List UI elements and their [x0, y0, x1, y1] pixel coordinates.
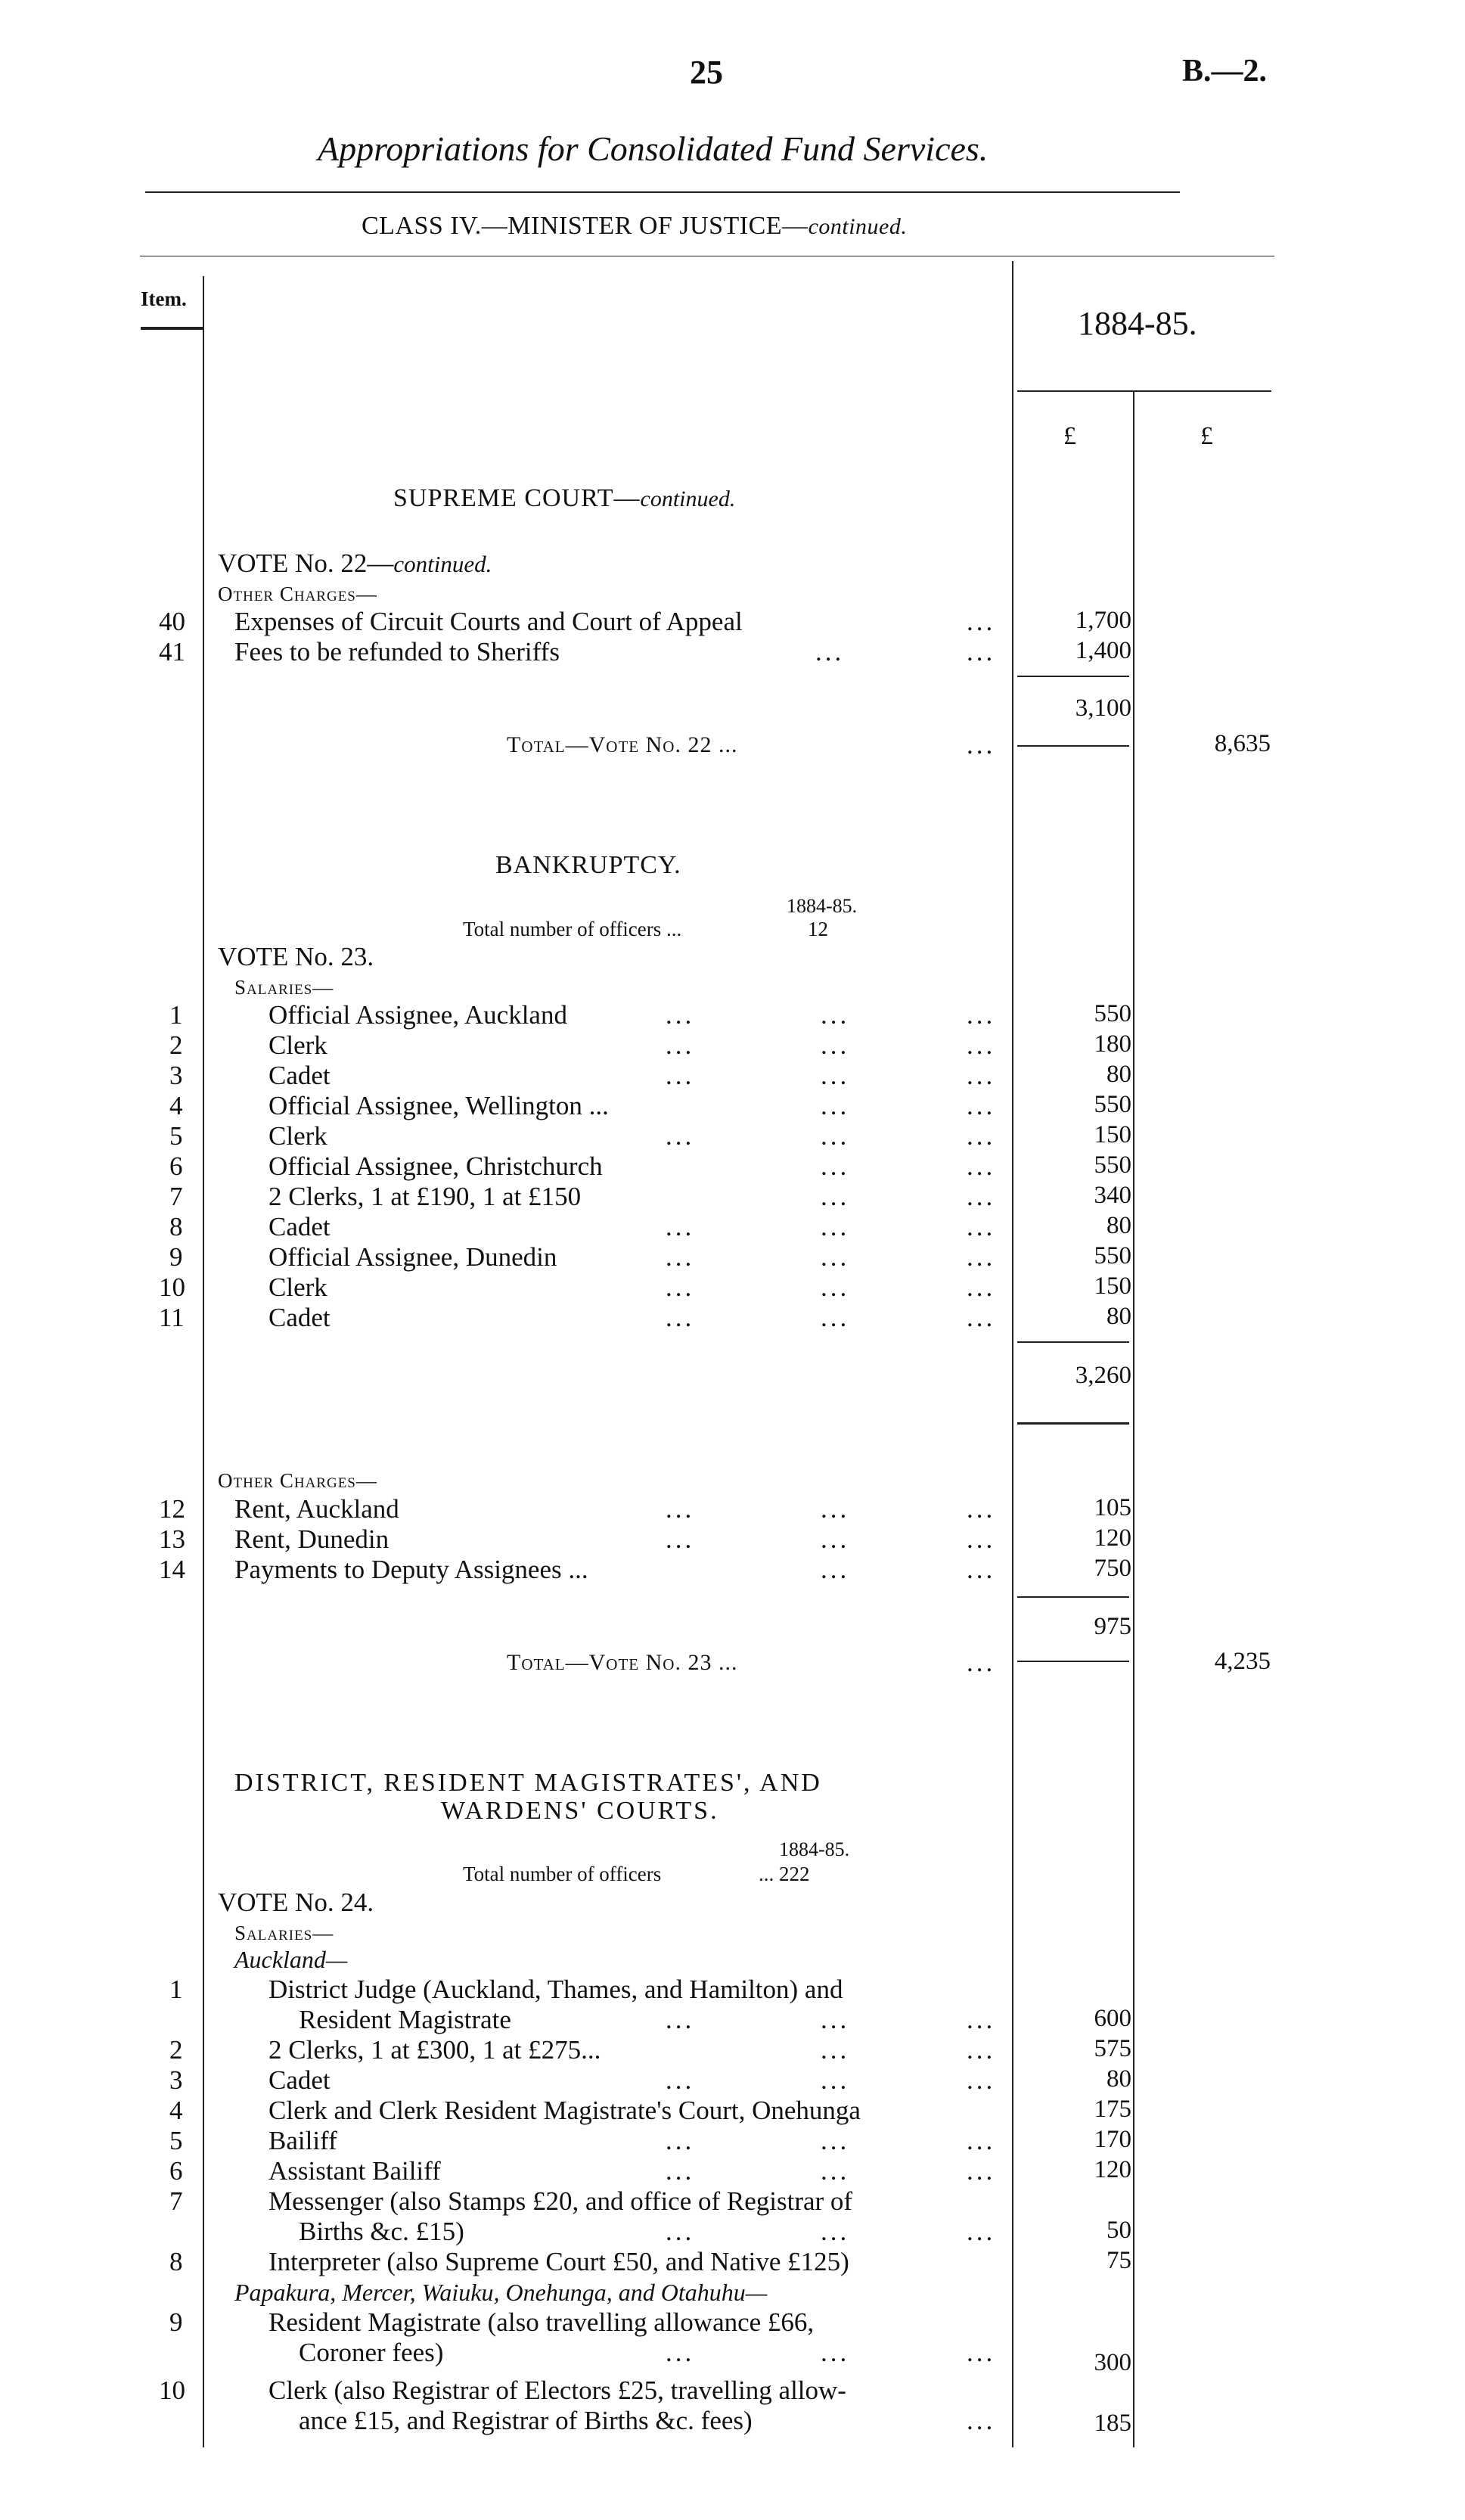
vote-22-total: 8,635 [1214, 730, 1271, 757]
currency-header-2: £ [1200, 422, 1213, 450]
line-item-label: Rent, Dunedin [234, 1524, 390, 1554]
vote-24-heading: VOTE No. 24. [218, 1888, 374, 1917]
line-item-label: Resident Magistrate (also travelling allowance £66, [268, 2307, 815, 2337]
line-item-label-continued: Births &c. £15) [299, 2217, 464, 2246]
officers-count: 12 [808, 918, 828, 940]
line-item-amount: 600 [1094, 2005, 1131, 2032]
line-item-amount: 80 [1107, 1303, 1131, 1330]
line-item-amount: 185 [1094, 2410, 1131, 2437]
item-number: 8 [169, 2247, 183, 2276]
line-item-amount: 1,700 [1075, 607, 1131, 634]
vote-22-total-label: Total—Vote No. 22 ... [507, 732, 738, 757]
item-number: 7 [169, 1182, 183, 1211]
subtotal-rule [1017, 1596, 1129, 1598]
line-item-amount: 340 [1094, 1182, 1131, 1209]
page-number: 25 [690, 54, 723, 91]
other-charges-heading: Other Charges— [218, 1469, 377, 1492]
item-number: 7 [169, 2186, 183, 2216]
total-rule [1017, 745, 1129, 747]
officers-count: ... 222 [759, 1863, 810, 1885]
other-charges-heading: Other Charges— [218, 583, 377, 605]
region-heading: Auckland— [234, 1946, 348, 1973]
item-number: 3 [169, 2065, 183, 2095]
officers-label: Total number of officers ... [463, 918, 682, 940]
line-item-label: Cadet [268, 2065, 331, 2095]
subtotal-rule [1017, 676, 1129, 677]
title-rule [145, 191, 1180, 193]
total-rule [1017, 1661, 1129, 1662]
line-item-amount: 1,400 [1075, 637, 1131, 664]
line-item-amount: 150 [1094, 1272, 1131, 1300]
line-item-amount: 575 [1094, 2035, 1131, 2062]
item-number: 4 [169, 1091, 183, 1120]
item-number: 41 [159, 637, 185, 667]
line-item-amount: 75 [1107, 2247, 1131, 2274]
line-item-label: Official Assignee, Wellington ... [268, 1091, 609, 1120]
line-item-label: District Judge (Auckland, Thames, and Hamilton) and [268, 1975, 843, 2004]
district-courts-heading: DISTRICT, RESIDENT MAGISTRATES', AND [234, 1769, 822, 1797]
item-column-header: Item. [141, 287, 187, 310]
item-number: 8 [169, 1212, 183, 1241]
line-item-amount: 180 [1094, 1030, 1131, 1058]
officers-year: 1884-85. [787, 895, 858, 917]
item-number: 13 [159, 1524, 185, 1554]
line-item-label: Interpreter (also Supreme Court £50, and Native £125) [268, 2247, 849, 2276]
line-item-amount: 550 [1094, 1000, 1131, 1027]
salaries-heading: Salaries— [234, 976, 334, 999]
item-number: 2 [169, 1030, 183, 1060]
line-item-label: Assistant Bailiff [268, 2156, 441, 2186]
vote-23-heading: VOTE No. 23. [218, 942, 374, 971]
item-number: 11 [159, 1303, 185, 1332]
line-item-label: Cadet [268, 1303, 331, 1332]
line-item-amount: 120 [1094, 1524, 1131, 1552]
bankruptcy-heading: BANKRUPTCY. [495, 851, 681, 879]
line-item-label: Clerk [268, 1121, 327, 1151]
line-item-label: Clerk (also Registrar of Electors £25, travelling allow- [268, 2376, 846, 2405]
line-item-amount: 80 [1107, 1061, 1131, 1088]
line-item-amount: 300 [1094, 2349, 1131, 2376]
line-item-label: Messenger (also Stamps £20, and office of Registrar of [268, 2186, 853, 2216]
vote-22-heading: VOTE No. 22—continued. [218, 548, 492, 578]
salaries-heading: Salaries— [234, 1922, 334, 1944]
item-number: 5 [169, 1121, 183, 1151]
line-item-amount: 105 [1094, 1494, 1131, 1521]
item-number: 1 [169, 1000, 183, 1030]
other-charges-subtotal: 975 [1094, 1613, 1131, 1640]
item-number: 2 [169, 2035, 183, 2065]
line-item-label: Official Assignee, Auckland [268, 1000, 567, 1030]
item-header-rule [141, 327, 203, 330]
line-item-label: Clerk [268, 1272, 327, 1302]
item-number: 9 [169, 1242, 183, 1272]
line-item-label: Bailiff [268, 2126, 337, 2155]
line-item-label: Rent, Auckland [234, 1494, 399, 1524]
line-item-label-continued: Coroner fees) [299, 2338, 444, 2367]
line-item-label: 2 Clerks, 1 at £300, 1 at £275... [268, 2035, 601, 2065]
vote-23-total: 4,235 [1214, 1648, 1271, 1675]
class-heading: CLASS IV.—MINISTER OF JUSTICE—continued. [362, 212, 908, 240]
line-item-amount: 550 [1094, 1242, 1131, 1269]
item-number: 12 [159, 1494, 185, 1524]
line-item-label: 2 Clerks, 1 at £190, 1 at £150 [268, 1182, 582, 1211]
subtotal-rule [1017, 1341, 1129, 1343]
vote-23-total-label: Total—Vote No. 23 ... [507, 1650, 738, 1675]
item-number: 5 [169, 2126, 183, 2155]
item-number: 10 [159, 2376, 185, 2405]
line-item-amount: 550 [1094, 1151, 1131, 1179]
line-item-amount: 50 [1107, 2217, 1131, 2244]
line-item-amount: 550 [1094, 1091, 1131, 1118]
line-item-label: Clerk and Clerk Resident Magistrate's Court, Onehunga [268, 2096, 861, 2125]
item-number: 6 [169, 1151, 183, 1181]
year-column-header: 1884-85. [1078, 305, 1197, 342]
year-rule [1017, 390, 1271, 392]
officers-label: Total number of officers [463, 1863, 662, 1885]
item-column-divider [203, 276, 204, 2447]
line-item-label-continued: Resident Magistrate [299, 2005, 511, 2034]
district-courts-heading-line2: WARDENS' COURTS. [441, 1797, 719, 1825]
line-item-label: Payments to Deputy Assignees ... [234, 1555, 588, 1584]
item-number: 6 [169, 2156, 183, 2186]
item-number: 40 [159, 607, 185, 636]
line-item-amount: 150 [1094, 1121, 1131, 1148]
item-number: 14 [159, 1555, 185, 1584]
line-item-label: Official Assignee, Dunedin [268, 1242, 557, 1272]
salaries-subtotal: 3,260 [1075, 1362, 1131, 1389]
subregion-heading: Papakura, Mercer, Waiuku, Onehunga, and Otahuhu— [234, 2279, 768, 2306]
line-item-label: Clerk [268, 1030, 327, 1060]
line-item-label: Cadet [268, 1212, 331, 1241]
line-item-label: Cadet [268, 1061, 331, 1090]
vote-22-subtotal: 3,100 [1075, 694, 1131, 722]
line-item-amount: 750 [1094, 1555, 1131, 1582]
line-item-label: Expenses of Circuit Courts and Court of Appeal [234, 607, 743, 636]
line-item-label: Official Assignee, Christchurch [268, 1151, 603, 1181]
item-number: 3 [169, 1061, 183, 1090]
officers-year: 1884-85. [779, 1838, 850, 1860]
line-item-label-continued: ance £15, and Registrar of Births &c. fees) [299, 2406, 753, 2435]
item-number: 1 [169, 1975, 183, 2004]
amount-column-divider [1012, 261, 1013, 2447]
line-item-amount: 175 [1094, 2096, 1131, 2123]
item-number: 10 [159, 1272, 185, 1302]
currency-header-1: £ [1063, 422, 1076, 450]
item-number: 9 [169, 2307, 183, 2337]
line-item-amount: 80 [1107, 1212, 1131, 1239]
line-item-amount: 170 [1094, 2126, 1131, 2153]
subtotal-column-divider [1133, 392, 1134, 2447]
subtotal-double-rule [1017, 1422, 1129, 1425]
item-number: 4 [169, 2096, 183, 2125]
line-item-amount: 80 [1107, 2065, 1131, 2093]
document-reference: B.—2. [1182, 54, 1268, 89]
page-title: Appropriations for Consolidated Fund Services. [318, 129, 989, 168]
line-item-amount: 120 [1094, 2156, 1131, 2183]
line-item-label: Fees to be refunded to Sheriffs [234, 637, 560, 667]
supreme-court-heading: SUPREME COURT—continued. [393, 484, 736, 512]
